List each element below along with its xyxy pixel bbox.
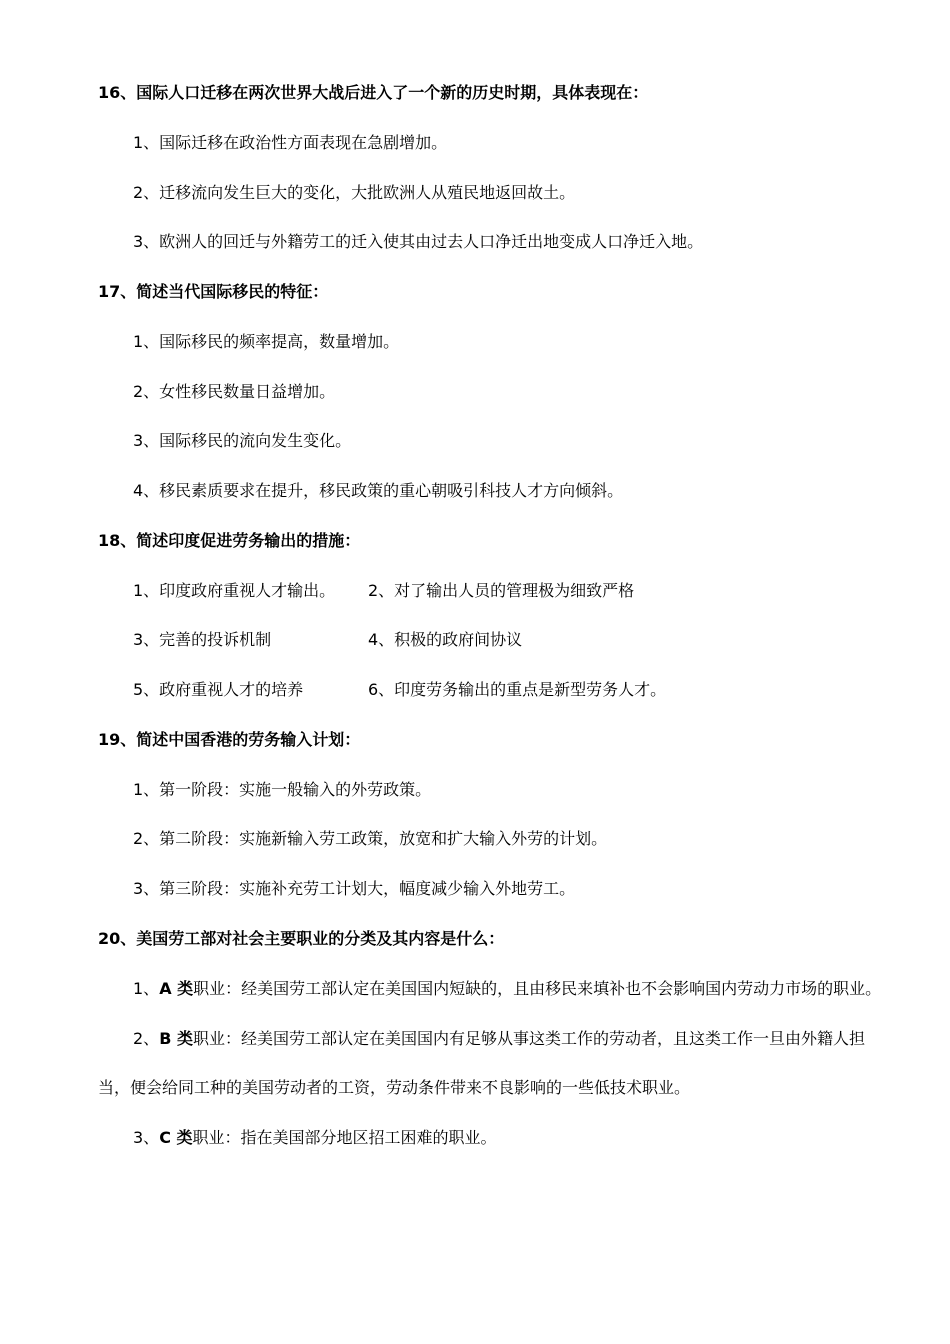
question-18-item-3: 3、完善的投诉机制	[133, 630, 272, 649]
question-17-item-1: 1、国际移民的频率提高，数量增加。	[133, 332, 400, 351]
question-20-item-1	[133, 977, 881, 1001]
category-label: A 类	[159, 979, 194, 998]
item-text: 职业：经美国劳工部认定在美国国内短缺的，且由移民来填补也不会影响国内劳动力市场的职业。	[193, 979, 882, 998]
question-19-item-2: 2、第二阶段：实施新输入劳工政策，放宽和扩大输入外劳的计划。	[133, 829, 608, 848]
question-18-item-5: 5、政府重视人才的培养	[133, 680, 304, 699]
question-19-item-3: 3、第三阶段：实施补充劳工计划大，幅度减少输入外地劳工。	[133, 879, 576, 898]
category-label: C 类	[159, 1128, 193, 1147]
item-text: 职业：指在美国部分地区招工困难的职业。	[192, 1128, 497, 1147]
question-19-item-1: 1、第一阶段：实施一般输入的外劳政策。	[133, 780, 432, 799]
question-16-item-1: 1、国际迁移在政治性方面表现在急剧增加。	[133, 133, 448, 152]
question-20-item-2	[133, 1027, 865, 1051]
question-16-item-2: 2、迁移流向发生巨大的变化，大批欧洲人从殖民地返回故土。	[133, 183, 576, 202]
question-18-item-1: 1、印度政府重视人才输出。	[133, 581, 336, 600]
question-19-title: 19、简述中国香港的劳务输入计划：	[98, 730, 361, 749]
question-18-title: 18、简述印度促进劳务输出的措施：	[98, 531, 361, 550]
question-17-title: 17、简述当代国际移民的特征：	[98, 282, 329, 301]
category-label: B 类	[159, 1029, 193, 1048]
question-17-item-2: 2、女性移民数量日益增加。	[133, 382, 336, 401]
question-18-item-6: 6、印度劳务输出的重点是新型劳务人才。	[368, 680, 667, 699]
question-18-item-4: 4、积极的政府间协议	[368, 630, 523, 649]
question-18-item-2: 2、对了输出人员的管理极为细致严格	[368, 581, 635, 600]
question-17-item-3: 3、国际移民的流向发生变化。	[133, 431, 352, 450]
item-prefix: 3、	[133, 1128, 160, 1147]
item-text: 职业：经美国劳工部认定在美国国内有足够从事这类工作的劳动者，且这类工作一旦由外籍人担	[192, 1029, 865, 1048]
question-16-title: 16、国际人口迁移在两次世界大战后进入了一个新的历史时期，具体表现在：	[98, 83, 649, 102]
question-20-item-2-continuation: 当，便会给同工种的美国劳动者的工资，劳动条件带来不良影响的一些低技术职业。	[98, 1078, 691, 1097]
question-20-title: 20、美国劳工部对社会主要职业的分类及其内容是什么：	[98, 929, 505, 948]
item-prefix: 2、	[133, 1029, 160, 1048]
question-16-item-3: 3、欧洲人的回迁与外籍劳工的迁入使其由过去人口净迁出地变成人口净迁入地。	[133, 232, 704, 251]
question-20-item-3	[133, 1126, 497, 1150]
item-prefix: 1、	[133, 979, 160, 998]
question-17-item-4: 4、移民素质要求在提升，移民政策的重心朝吸引科技人才方向倾斜。	[133, 481, 624, 500]
